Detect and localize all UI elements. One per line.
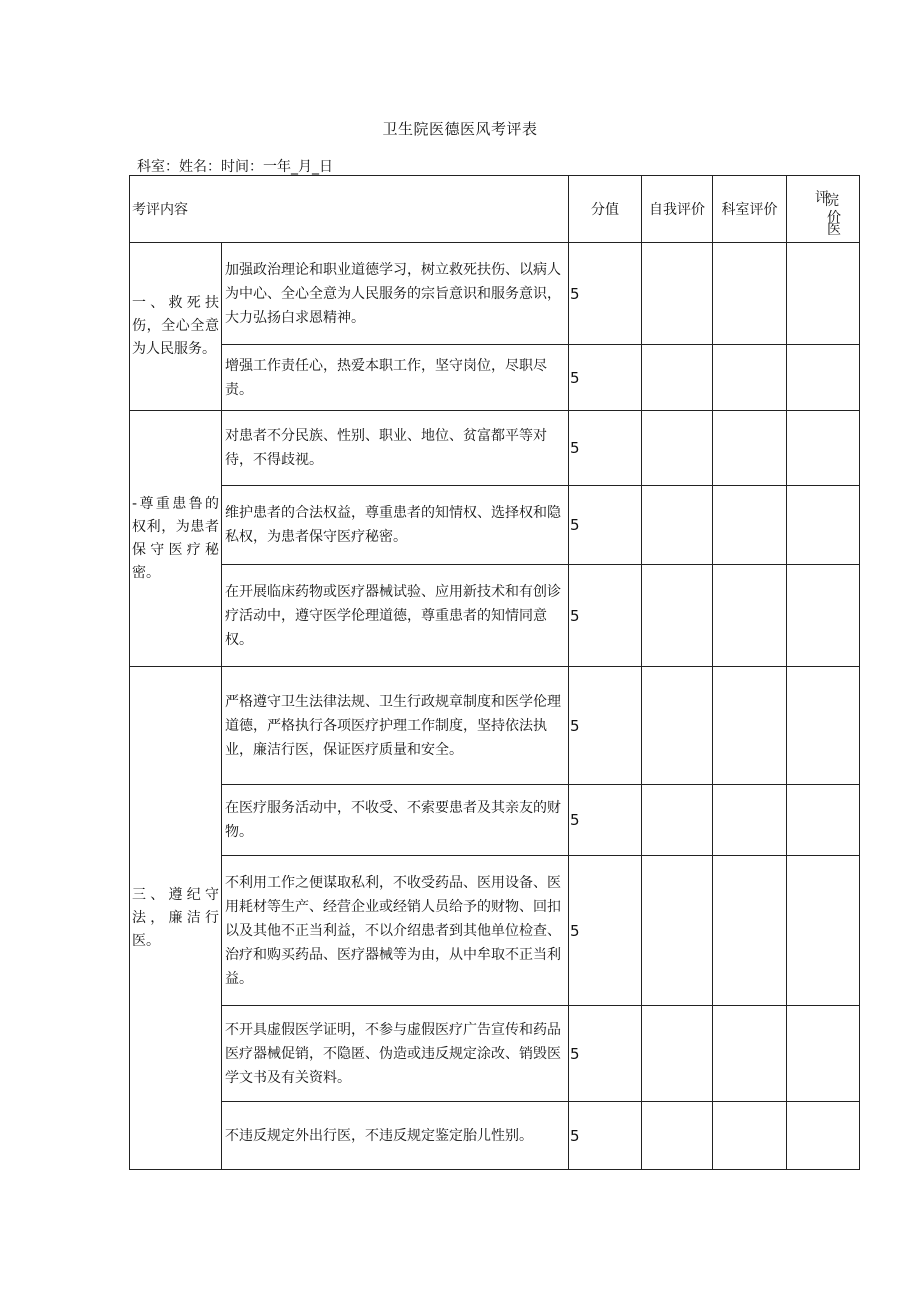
item-text: 严格遵守卫生法律法规、卫生行政规章制度和医学伦理道德，严格执行各项医疗护理工作制度，坚持依法执业，廉洁行医，保证医疗质量和安全。 <box>222 667 569 785</box>
table-row <box>130 411 860 486</box>
table-row <box>130 1006 860 1102</box>
category-label: -尊重患鲁的权利，为患者保守医疗秘密。 <box>130 411 222 667</box>
header-row <box>130 176 860 243</box>
header-hospital-char: 院 <box>825 193 839 209</box>
item-score: 5 <box>569 856 642 1006</box>
category-label: 三、遵纪守法，廉洁行医。 <box>130 667 222 1170</box>
self-evaluation-cell[interactable] <box>642 411 713 486</box>
header-hospital-evaluation <box>787 176 860 243</box>
table-row <box>130 785 860 856</box>
table-row <box>130 856 860 1006</box>
item-text: 不开具虚假医学证明，不参与虚假医疗广告宣传和药品医疗器械促销，不隐匿、伪造或违反规定涂改、销毁医学文书及有关资料。 <box>222 1006 569 1102</box>
hospital-evaluation-cell[interactable] <box>787 345 860 411</box>
item-text: 对患者不分民族、性别、职业、地位、贫富都平等对待，不得歧视。 <box>222 411 569 486</box>
item-text: 不违反规定外出行医，不违反规定鉴定胎儿性别。 <box>222 1102 569 1170</box>
item-score: 5 <box>569 411 642 486</box>
self-evaluation-cell[interactable] <box>642 565 713 667</box>
item-score: 5 <box>569 785 642 856</box>
item-text: 在医疗服务活动中，不收受、不索要患者及其亲友的财物。 <box>222 785 569 856</box>
department-evaluation-cell[interactable] <box>713 565 787 667</box>
department-evaluation-cell[interactable] <box>713 856 787 1006</box>
hospital-evaluation-cell[interactable] <box>787 411 860 486</box>
header-department-evaluation: 科室评价 <box>713 176 787 243</box>
table-row <box>130 1102 860 1170</box>
self-evaluation-cell[interactable] <box>642 1006 713 1102</box>
self-evaluation-cell[interactable] <box>642 856 713 1006</box>
self-evaluation-cell[interactable] <box>642 243 713 345</box>
hospital-evaluation-cell[interactable] <box>787 486 860 565</box>
table-row <box>130 667 860 785</box>
item-text: 增强工作责任心，热爱本职工作，坚守岗位，尽职尽责。 <box>222 345 569 411</box>
table-row <box>130 345 860 411</box>
self-evaluation-cell[interactable] <box>642 785 713 856</box>
item-text: 维护患者的合法权益，尊重患者的知情权、选择权和隐私权，为患者保守医疗秘密。 <box>222 486 569 565</box>
self-evaluation-cell[interactable] <box>642 345 713 411</box>
department-evaluation-cell[interactable] <box>713 1102 787 1170</box>
table-row <box>130 565 860 667</box>
table-row <box>130 486 860 565</box>
item-score: 5 <box>569 243 642 345</box>
header-hospital-char: 价 <box>827 210 841 226</box>
department-evaluation-cell[interactable] <box>713 785 787 856</box>
evaluation-table <box>129 175 860 1170</box>
hospital-evaluation-cell[interactable] <box>787 856 860 1006</box>
header-hospital-char: 评 <box>815 190 829 206</box>
table-row <box>130 243 860 345</box>
hospital-evaluation-cell[interactable] <box>787 1006 860 1102</box>
item-text: 加强政治理论和职业道德学习，树立救死扶伤、以病人为中心、全心全意为人民服务的宗旨意识和服务意识，大力弘扬白求恩精神。 <box>222 243 569 345</box>
item-score: 5 <box>569 1102 642 1170</box>
category-label: 一、救死扶伤，全心全意为人民服务。 <box>130 243 222 411</box>
document-title: 卫生院医德医风考评表 <box>382 120 538 138</box>
item-score: 5 <box>569 486 642 565</box>
self-evaluation-cell[interactable] <box>642 667 713 785</box>
hospital-evaluation-cell[interactable] <box>787 243 860 345</box>
department-evaluation-cell[interactable] <box>713 486 787 565</box>
self-evaluation-cell[interactable] <box>642 486 713 565</box>
header-content: 考评内容 <box>130 176 569 243</box>
item-text: 在开展临床药物或医疗器械试验、应用新技术和有创诊疗活动中，遵守医学伦理道德，尊重患者的知情同意权。 <box>222 565 569 667</box>
hospital-evaluation-cell[interactable] <box>787 565 860 667</box>
hospital-evaluation-cell[interactable] <box>787 667 860 785</box>
item-score: 5 <box>569 345 642 411</box>
self-evaluation-cell[interactable] <box>642 1102 713 1170</box>
department-evaluation-cell[interactable] <box>713 667 787 785</box>
item-score: 5 <box>569 667 642 785</box>
department-evaluation-cell[interactable] <box>713 345 787 411</box>
header-hospital-char: 医 <box>827 222 841 238</box>
hospital-evaluation-cell[interactable] <box>787 1102 860 1170</box>
department-evaluation-cell[interactable] <box>713 243 787 345</box>
meta-line: 科室：姓名：时间：一年_月_日 <box>137 159 333 175</box>
header-score: 分值 <box>569 176 642 243</box>
item-score: 5 <box>569 565 642 667</box>
item-score: 5 <box>569 1006 642 1102</box>
hospital-evaluation-cell[interactable] <box>787 785 860 856</box>
item-text: 不利用工作之便谋取私利，不收受药品、医用设备、医用耗材等生产、经营企业或经销人员给予的财物、回扣以及其他不正当利益，不以介绍患者到其他单位检查、治疗和购买药品、医疗器械等为由，从中牟取不正当利益。 <box>222 856 569 1006</box>
header-self-evaluation: 自我评价 <box>642 176 713 243</box>
department-evaluation-cell[interactable] <box>713 411 787 486</box>
department-evaluation-cell[interactable] <box>713 1006 787 1102</box>
